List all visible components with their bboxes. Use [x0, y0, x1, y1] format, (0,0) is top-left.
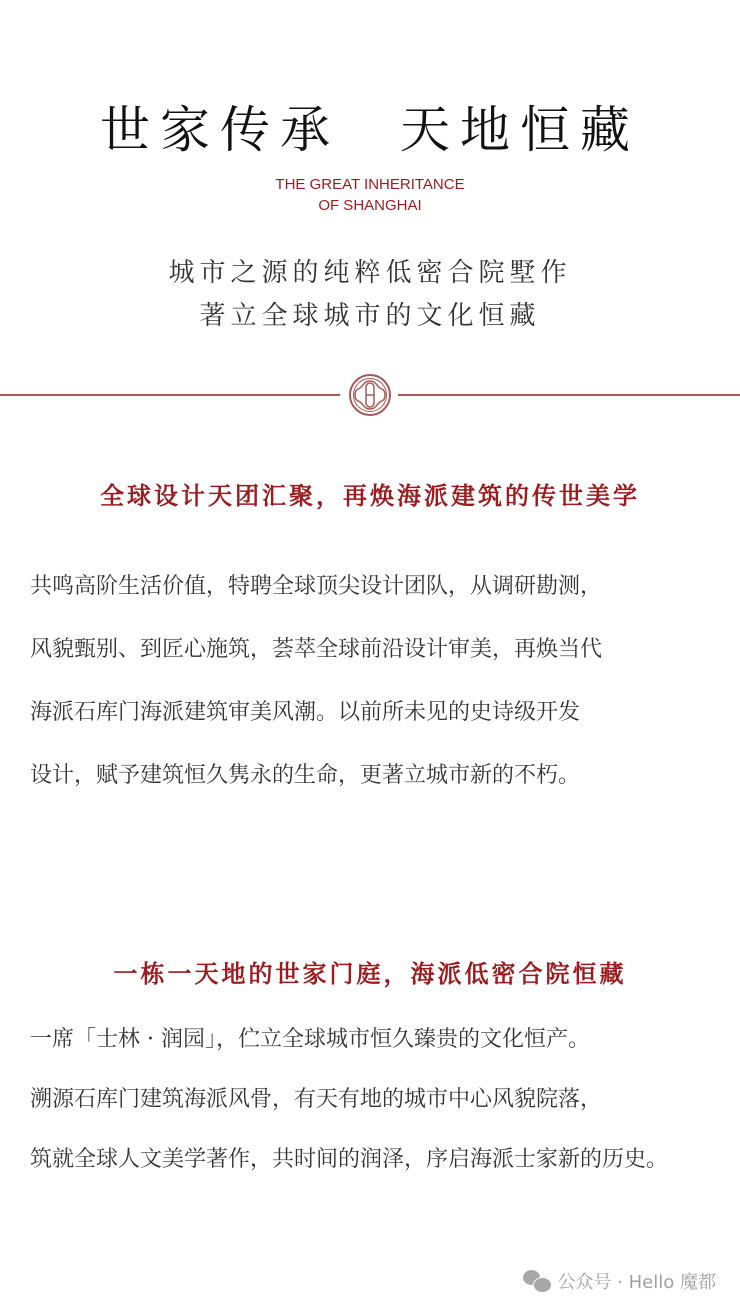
paragraph-line: 筑就全球人文美学著作，共时间的润泽，序启海派士家新的历史。: [30, 1147, 669, 1172]
section-heading: 全球设计天团汇聚，再焕海派建筑的传世美学: [100, 482, 640, 510]
subtitle: [0, 252, 740, 338]
paragraph-line: 海派石库门海派建筑审美风潮。以前所未见的史诗级开发: [30, 700, 581, 725]
divider-left: [0, 394, 340, 396]
section-paragraph: [30, 555, 720, 807]
watermark-text: 公众号 · Hello 魔都: [557, 1272, 716, 1293]
paragraph-line: 风貌甄别、到匠心施筑，荟萃全球前沿设计审美，再焕当代: [30, 637, 603, 662]
english-title-line: OF SHANGHAI: [318, 197, 422, 214]
subtitle-line: 城市之源的纯粹低密合院墅作: [168, 258, 572, 288]
watermark: [523, 1268, 716, 1294]
english-title-line: THE GREAT INHERITANCE: [275, 176, 465, 193]
page-title: 世家传承 天地恒藏: [100, 101, 640, 159]
emblem-icon: [348, 373, 392, 417]
section-paragraph: [30, 1010, 720, 1190]
paragraph-line: 一席「士林 · 润园」，伫立全球城市恒久臻贵的文化恒产。: [30, 1027, 590, 1052]
english-title: [0, 174, 740, 216]
paragraph-line: 溯源石库门建筑海派风骨，有天有地的城市中心风貌院落，: [30, 1087, 603, 1112]
subtitle-line: 著立全球城市的文化恒藏: [199, 301, 541, 331]
paragraph-line: 设计，赋予建筑恒久隽永的生命，更著立城市新的不朽。: [30, 763, 581, 788]
paragraph-line: 共鸣高阶生活价值，特聘全球顶尖设计团队，从调研勘测，: [30, 574, 603, 599]
divider-right: [398, 394, 740, 396]
section-heading: 一栋一天地的世家门庭，海派低密合院恒藏: [113, 960, 627, 988]
wechat-icon: [523, 1270, 551, 1292]
